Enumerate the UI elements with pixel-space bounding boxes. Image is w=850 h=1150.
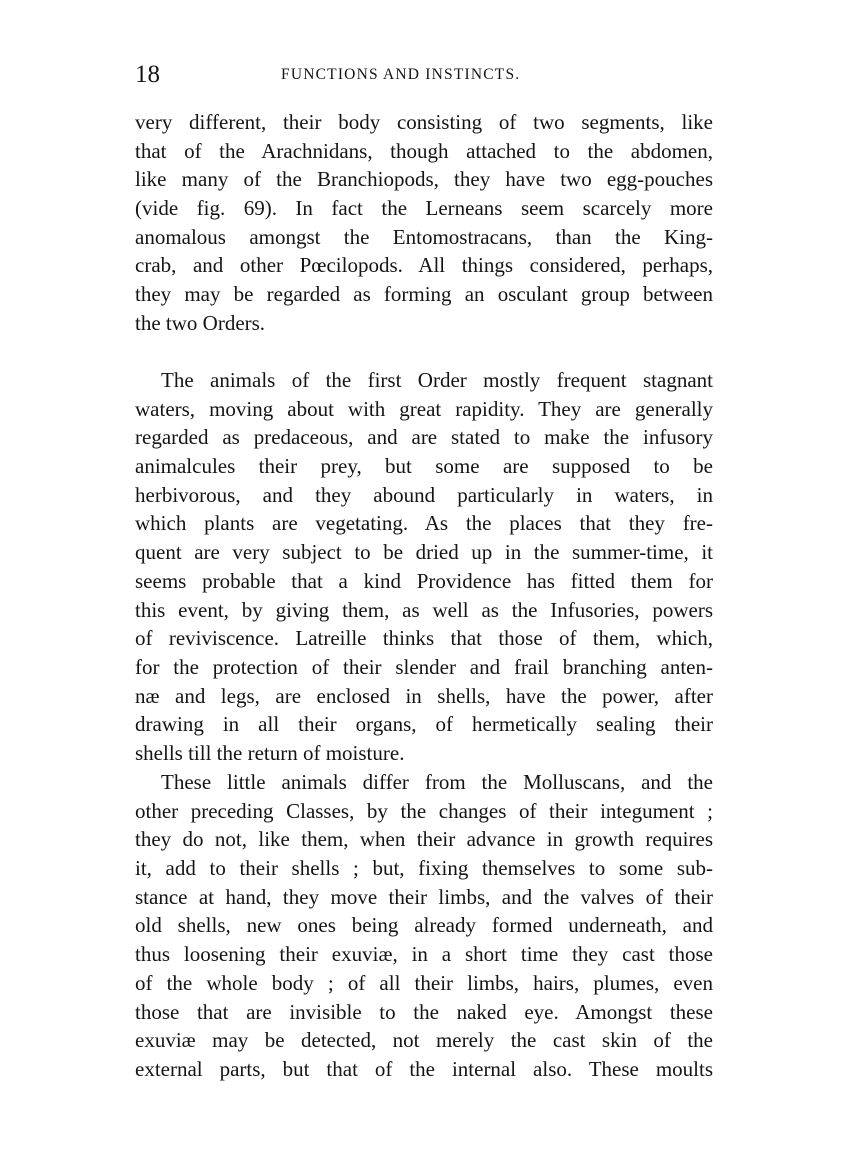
- text-line: seems probable that a kind Providence has fitted them for: [135, 568, 713, 593]
- paragraph-2: [135, 366, 713, 768]
- text-line: stance at hand, they move their limbs, and the valves of their: [135, 884, 713, 909]
- text-line: waters, moving about with great rapidity. They are generally: [135, 396, 713, 421]
- text-line: shells till the return of moisture.: [135, 740, 405, 765]
- text-line: drawing in all their organs, of hermetically sealing their: [135, 712, 713, 737]
- text-line: they do not, like them, when their advance in growth requires: [135, 827, 713, 852]
- text-line: anomalous amongst the Entomostracans, than the King-: [135, 224, 713, 249]
- text-line: (vide fig. 69). In fact the Lerneans seem scarcely more: [135, 196, 713, 221]
- text-line: næ and legs, are enclosed in shells, have the power, after: [135, 683, 713, 708]
- text-line: The animals of the first Order mostly frequent stagnant: [161, 368, 713, 392]
- text-line: external parts, but that of the internal also. These moults: [135, 1056, 713, 1081]
- text-line: very different, their body consisting of two segments, like: [135, 110, 713, 134]
- text-line: quent are very subject to be dried up in the summer-time, it: [135, 540, 713, 565]
- paragraph-3: [135, 768, 713, 1084]
- text-line: animalcules their prey, but some are supposed to be: [135, 454, 713, 479]
- text-line: they may be regarded as forming an osculant group between: [135, 282, 713, 307]
- text-line: that of the Arachnidans, though attached to the abdomen,: [135, 138, 713, 163]
- text-line: for the protection of their slender and frail branching anten-: [135, 654, 713, 679]
- paragraph-1: [135, 108, 713, 338]
- text-line: These little animals differ from the Molluscans, and the: [161, 770, 713, 794]
- text-line: other preceding Classes, by the changes of their integument ;: [135, 798, 713, 823]
- text-line: thus loosening their exuviæ, in a short time they cast those: [135, 942, 713, 967]
- text-line: those that are invisible to the naked eye. Amongst these: [135, 999, 713, 1024]
- text-line: herbivorous, and they abound particularly in waters, in: [135, 482, 713, 507]
- text-line: crab, and other Pœcilopods. All things considered, perhaps,: [135, 253, 713, 278]
- text-line: this event, by giving them, as well as the Infusories, powers: [135, 597, 713, 622]
- text-line: of reviviscence. Latreille thinks that those of them, which,: [135, 626, 713, 651]
- text-line: it, add to their shells ; but, fixing themselves to some sub-: [135, 856, 713, 881]
- running-title: FUNCTIONS AND INSTINCTS.: [281, 66, 521, 83]
- text-line: regarded as predaceous, and are stated to make the infusory: [135, 425, 713, 450]
- text-line: which plants are vegetating. As the places that they fre-: [135, 511, 713, 536]
- text-line: old shells, new ones being already formed underneath, and: [135, 913, 713, 938]
- running-head: [135, 58, 713, 92]
- text-line: like many of the Branchiopods, they have two egg-pouches: [135, 167, 713, 192]
- text-line: of the whole body ; of all their limbs, hairs, plumes, even: [135, 970, 713, 995]
- text-line: exuviæ may be detected, not merely the cast skin of the: [135, 1028, 713, 1053]
- page-number: 18: [135, 61, 160, 88]
- text-line: the two Orders.: [135, 310, 266, 335]
